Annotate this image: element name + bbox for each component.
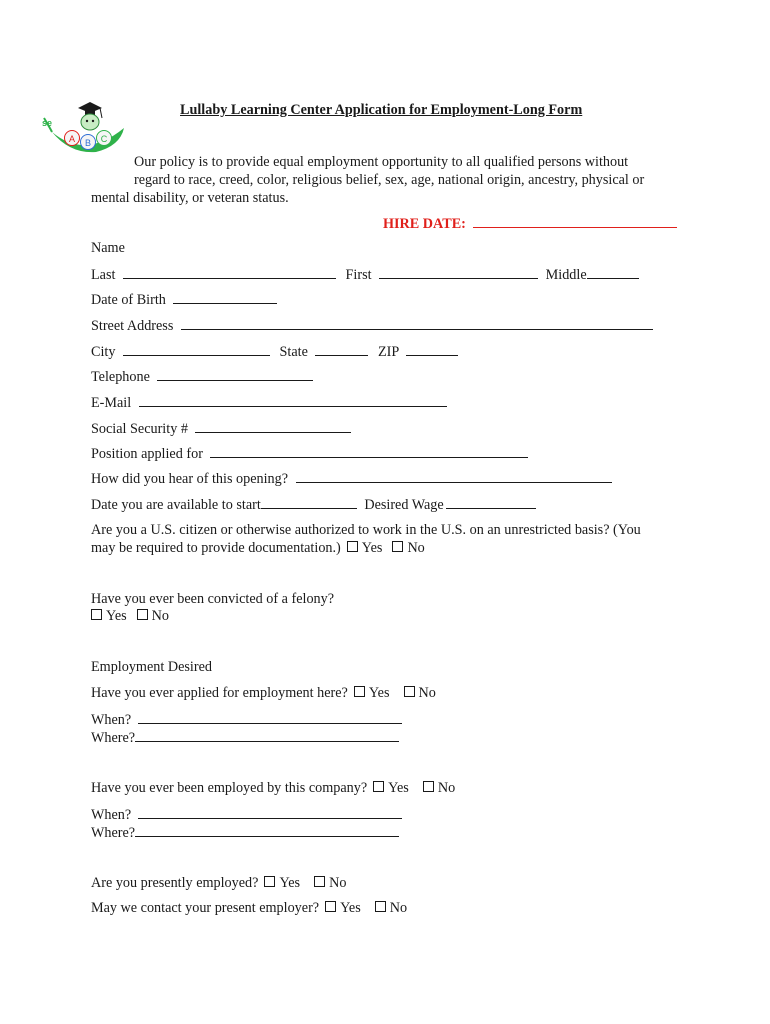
authorized-yes-option[interactable] [341,540,383,556]
employed-company-question: Have you ever been employed by this company? [91,780,368,796]
telephone-field[interactable] [157,368,313,381]
heard-field[interactable] [296,470,612,483]
contact-employer-no-option[interactable] [361,900,407,916]
applied-here-yes-option[interactable] [348,685,390,701]
felony-yes-option[interactable] [91,608,127,624]
no-label: No [418,685,436,701]
applied-when-field[interactable] [138,711,402,724]
authorized-question-line-2 [91,540,425,557]
policy-line-2: regard to race, creed, color, religious belief, sex, age, national origin, ancestry, physical or [134,172,645,188]
applied-here-row [91,685,436,702]
contact-employer-question: May we contact your present employer? [91,900,320,916]
when-label: When? [91,712,132,728]
last-name-label: Last [91,267,116,283]
zip-field[interactable] [406,343,458,356]
authorized-question-text: may be required to provide documentation.) [91,540,341,556]
city-field[interactable] [123,343,270,356]
presently-employed-no-option[interactable] [300,875,346,891]
yes-label: Yes [388,780,409,796]
logo-letter-b: B [84,138,92,148]
checkbox-icon[interactable] [373,781,384,792]
applied-where-row [91,729,399,747]
state-label: State [279,344,308,360]
wage-field[interactable] [446,496,536,509]
authorized-question-line-1: Are you a U.S. citizen or otherwise authorized to work in the U.S. on an unrestricted basis? (You [91,522,641,538]
checkbox-icon[interactable] [325,901,336,912]
employed-where-field[interactable] [135,824,399,837]
telephone-row [91,368,313,386]
hire-date-label: HIRE DATE: [383,216,466,232]
checkbox-icon[interactable] [423,781,434,792]
checkbox-icon[interactable] [404,686,415,697]
ssn-row [91,420,351,438]
checkbox-icon[interactable] [91,609,102,620]
felony-question: Have you ever been convicted of a felony? [91,591,335,607]
street-row [91,317,653,335]
checkbox-icon[interactable] [375,901,386,912]
authorized-no-option[interactable] [382,540,424,556]
email-field[interactable] [139,394,447,407]
felony-no-option[interactable] [127,608,169,624]
applied-where-field[interactable] [135,729,399,742]
position-field[interactable] [210,445,528,458]
no-label: No [151,608,169,624]
dob-row [91,291,277,309]
svg-text:se: se [42,118,53,128]
applied-here-no-option[interactable] [390,685,436,701]
dob-field[interactable] [173,291,277,304]
employment-desired-heading: Employment Desired [91,659,212,675]
checkbox-icon[interactable] [137,609,148,620]
city-row [91,343,458,361]
applied-when-row [91,711,402,729]
contact-employer-row [91,900,407,917]
employed-company-yes-option[interactable] [367,780,409,796]
start-date-field[interactable] [261,496,357,509]
start-wage-row [91,496,536,514]
logo-letter-a: A [68,134,76,144]
where-label: Where? [91,730,136,746]
state-field[interactable] [315,343,368,356]
street-field[interactable] [181,317,653,330]
contact-employer-yes-option[interactable] [319,900,361,916]
no-label: No [407,540,425,556]
first-name-label: First [345,267,372,283]
when-label: When? [91,807,132,823]
checkbox-icon[interactable] [354,686,365,697]
yes-label: Yes [361,540,383,556]
city-label: City [91,344,116,360]
name-row [91,266,639,284]
hire-date-field[interactable] [473,215,677,228]
position-label: Position applied for [91,446,203,462]
no-label: No [437,780,456,796]
policy-line-3: mental disability, or veteran status. [91,190,289,206]
ssn-label: Social Security # [91,421,188,437]
email-row [91,394,447,412]
presently-employed-row [91,875,346,892]
felony-options [91,608,169,625]
presently-employed-question: Are you presently employed? [91,875,259,891]
yes-label: Yes [368,685,390,701]
start-date-label: Date you are available to start [91,497,261,513]
wage-label: Desired Wage [364,497,444,513]
employed-when-field[interactable] [138,806,402,819]
last-name-field[interactable] [123,266,336,279]
logo-letter-c: C [100,134,108,144]
checkbox-icon[interactable] [264,876,275,887]
presently-employed-yes-option[interactable] [258,875,300,891]
ssn-field[interactable] [195,420,351,433]
position-row [91,445,528,463]
yes-label: Yes [279,875,301,891]
no-label: No [389,900,408,916]
applied-here-question: Have you ever applied for employment here? [91,685,348,701]
yes-label: Yes [340,900,361,916]
heard-label: How did you hear of this opening? [91,471,289,487]
dob-label: Date of Birth [91,292,166,308]
where-label: Where? [91,825,136,841]
heard-row [91,470,612,488]
checkbox-icon[interactable] [347,541,358,552]
checkbox-icon[interactable] [314,876,325,887]
policy-line-1: Our policy is to provide equal employment opportunity to all qualified persons without [134,154,629,170]
middle-name-label: Middle [545,267,587,283]
street-label: Street Address [91,318,174,334]
email-label: E-Mail [91,395,132,411]
yes-label: Yes [106,608,127,624]
page-title: Lullaby Learning Center Application for Employment-Long Form [180,102,583,118]
employed-when-row [91,806,402,824]
employed-where-row [91,824,399,842]
hire-date [383,215,677,233]
first-name-field[interactable] [379,266,538,279]
checkbox-icon[interactable] [392,541,403,552]
employed-company-row [91,780,455,797]
no-label: No [329,875,347,891]
name-heading: Name [91,240,125,256]
telephone-label: Telephone [91,369,150,385]
employed-company-no-option[interactable] [409,780,455,796]
middle-name-field[interactable] [587,266,639,279]
zip-label: ZIP [378,344,399,360]
logo [40,98,130,160]
